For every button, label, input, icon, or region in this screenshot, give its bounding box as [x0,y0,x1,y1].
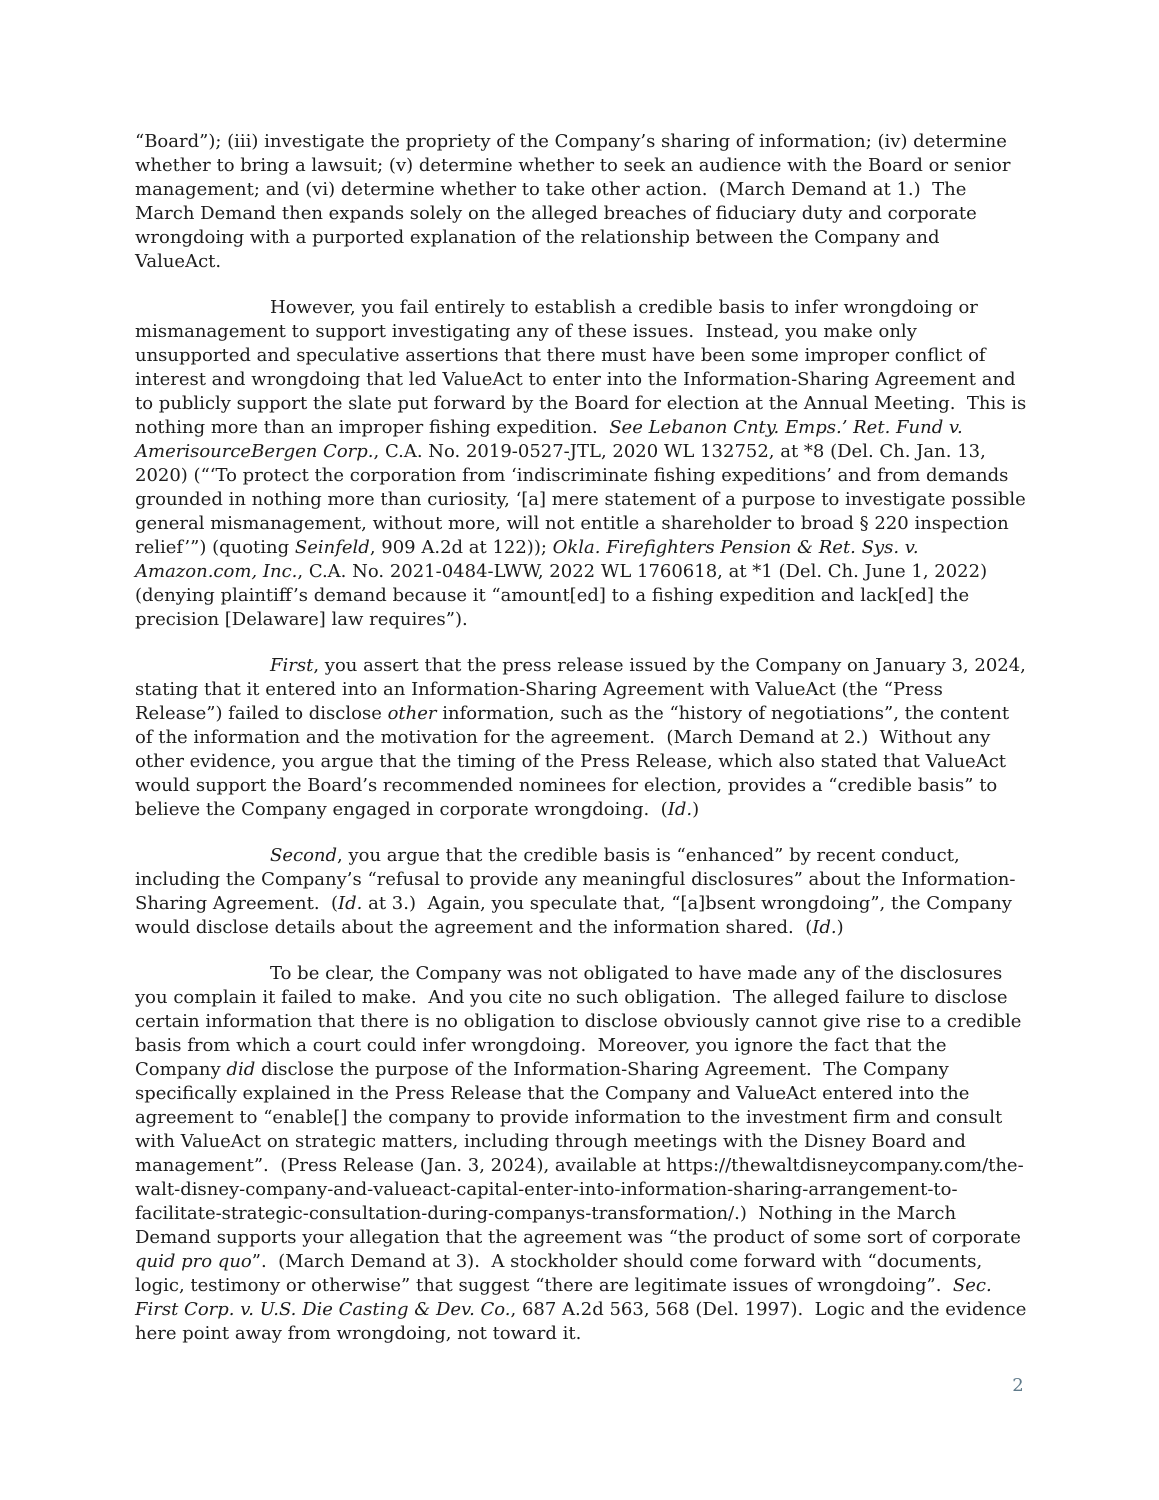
paragraph [135,844,1029,940]
text-run-italic: Seinfeld [294,537,370,558]
paragraph [135,962,1033,1346]
paragraph [135,654,1032,822]
text-run: However, you fail entirely to establish a credible basis to infer wrongdoing or mismanagement to support investigating any of these issues. Instead, you make only unsupported and speculative assertions that there must have been some improper conflict of interest and wrongdoing that led ValueAct to enter into the Information-Sharing Agreement and to publicly support the slate put forward by the Board for election at the Annual Meeting. This is nothing more than an improper fishing expedition. [135,297,1032,438]
paragraph [135,296,1032,632]
text-run-italic: Id. [667,799,693,820]
text-run-italic: Okla. Firefighters Pension & Ret. Sys. v. Amazon.com, Inc. [135,537,925,582]
text-run: information, such as the “history of negotiations”, the content of the information and the motivation for the agreement. (March Demand at 2.) Without any other evidence, you argue that the timing of the Press Release, which also stated that ValueAct would support the Board’s recommended nominees for election, provides a “credible basis” to believe the Company engaged in corporate wrongdoing. ( [135,703,1015,820]
text-run-italic: Sec. First Corp. v. U.S. Die Casting & Dev. Co. [135,1275,998,1320]
text-run-italic: First [270,655,314,676]
letter-body [135,130,1033,1368]
text-run: , 909 A.2d at 122)); [369,537,553,558]
text-run-italic: Second [270,845,338,866]
text-run-italic: quid pro quo [135,1251,252,1272]
text-run: , 687 A.2d 563, 568 (Del. 1997). Logic and the evidence here point away from wrongdoing, not toward it. [135,1299,1033,1344]
page-number: 2 [1012,1375,1024,1396]
text-run: “Board”); (iii) investigate the propriety of the Company’s sharing of information; (iv) determine whether to bring a lawsuit; (v) determine whether to seek an audience with the Board or senior management; and (vi) determine whether to take other action. (March Demand at 1.) The March Demand then expands solely on the alleged breaches of fiduciary duty and corporate wrongdoing with a purported explanation of the relationship between the Company and ValueAct. [135,131,1017,272]
text-run-italic: did [226,1059,256,1080]
text-run: , C.A. No. 2019-0527-JTL, 2020 WL 132752, at *8 (Del. Ch. Jan. 13, 2020) (“‘To protect the corporation from ‘indiscriminate fishing expeditions’ and from demands grounded in nothing more than curiosity, ‘[a] mere statement of a purpose to investigate possible general mismanagement, without more, will not entitle a shareholder to broad § 220 inspection relief’”) (quoting [135,441,1032,558]
text-run: ) [836,917,844,938]
text-run: ) [692,799,700,820]
text-run: , C.A. No. 2021-0484-LWW, 2022 WL 1760618, at *1 (Del. Ch. June 1, 2022) (denying plaintiff’s demand because it “amount[ed] to a fishing expedition and lack[ed] the precision [Delaware] law requires”). [135,561,993,630]
text-run: To be clear, the Company was not obligated to have made any of the disclosures you complain it failed to make. And you cite no such obligation. The alleged failure to disclose certain information that there is no obligation to disclose obviously cannot give rise to a credible basis from which a court could infer wrongdoing. Moreover, you ignore the fact that the Company [135,963,1028,1080]
text-run: , you argue that the credible basis is “enhanced” by recent conduct, including the Company’s “refusal to provide any meaningful disclosures” about the Information-Sharing Agreement. ( [135,845,1016,914]
text-run: disclose the purpose of the Information-Sharing Agreement. The Company specifically explained in the Press Release that the Company and ValueAct entered into the agreement to “enable[] the company to provide information to the investment firm and consult with ValueAct on strategic matters, including through meetings with the Disney Board and management”. (Press Release (Jan. 3, 2024), available at https://thewaltdisneycompany.com/the-walt-disney-company-and-valueact-capital-enter-into-information-sharing-arrangement-to-facilitate-strategic-consultation-during-companys-transformation/.) Nothing in the March Demand supports your allegation that the agreement was “the product of some sort of corporate [135,1059,1027,1248]
text-run-italic: other [387,703,437,724]
text-run: at 3.) Again, you speculate that, “[a]bsent wrongdoing”, the Company would disclose details about the agreement and the information shared. ( [135,893,1018,938]
text-run: ”. (March Demand at 3). A stockholder should come forward with “documents, logic, testimony or otherwise” that suggest “there are legitimate issues of wrongdoing”. [135,1251,988,1296]
text-run-italic: Id. [338,893,363,914]
text-run: , you assert that the press release issued by the Company on January 3, 2024, stating that it entered into an Information-Sharing Agreement with ValueAct (the “Press Release”) failed to disclose [135,655,1032,724]
paragraph [135,130,1029,274]
text-run-italic: See Lebanon Cnty. Emps.’ Ret. Fund v. AmerisourceBergen Corp. [135,417,969,462]
text-run-italic: Id. [812,917,837,938]
